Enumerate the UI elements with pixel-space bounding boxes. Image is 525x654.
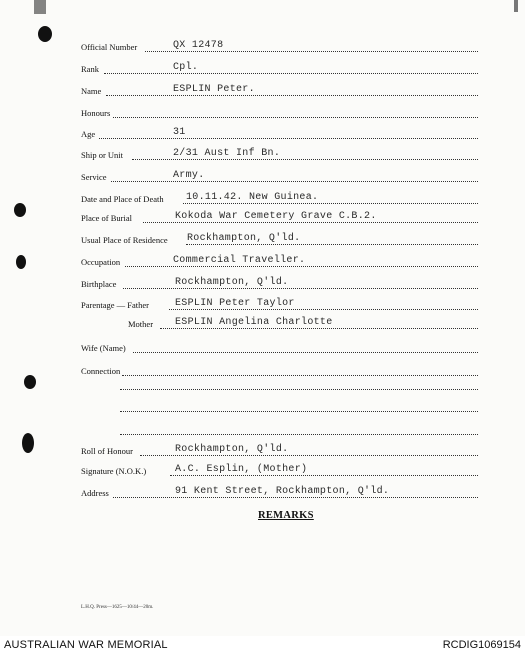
field-value: Army. (173, 170, 205, 181)
field-birthplace (0, 277, 525, 291)
field-label: Address (81, 488, 109, 498)
field-service (0, 170, 525, 184)
printer-imprint: L.H.Q. Press—1625—10/44—20m. (81, 605, 154, 610)
field-occupation (0, 255, 525, 269)
field-line (140, 455, 478, 456)
field-date-place-of-death (0, 192, 525, 206)
field-label: Birthplace (81, 279, 117, 289)
field-label: Rank (81, 64, 99, 74)
field-line (145, 51, 478, 52)
field-rank (0, 62, 525, 76)
field-line (169, 309, 478, 310)
field-line (160, 328, 478, 329)
field-line (113, 117, 478, 118)
field-roll-of-honour (0, 444, 525, 458)
field-label: Usual Place of Residence (81, 235, 168, 245)
field-honours (0, 106, 525, 120)
field-label: Age (81, 129, 96, 139)
field-value: 2/31 Aust Inf Bn. (173, 148, 281, 159)
field-value: Cpl. (173, 62, 199, 73)
connection-line (120, 434, 478, 435)
field-value: 31 (173, 127, 186, 138)
field-label: Date and Place of Death (81, 194, 164, 204)
field-place-of-burial (0, 211, 525, 225)
field-value: A.C. Esplin, (Mother) (175, 464, 308, 475)
field-label: Roll of Honour (81, 446, 133, 456)
field-name (0, 84, 525, 98)
field-line (104, 73, 478, 74)
field-label: Honours (81, 108, 111, 118)
field-age (0, 127, 525, 141)
field-label: Service (81, 172, 107, 182)
connection-line (120, 411, 478, 412)
connection-line (120, 389, 478, 390)
field-official-number (0, 40, 525, 54)
field-line (106, 95, 478, 96)
field-value: Rockhampton, Q'ld. (175, 444, 289, 455)
field-line (133, 352, 478, 353)
field-line (99, 138, 478, 139)
field-label: Connection (81, 366, 121, 376)
field-label: Ship or Unit (81, 150, 124, 160)
field-line (183, 203, 478, 204)
field-line (123, 288, 478, 289)
field-value: Kokoda War Cemetery Grave C.B.2. (175, 211, 377, 222)
field-line (170, 475, 478, 476)
field-value: Rockhampton, Q'ld. (187, 233, 301, 244)
field-usual-residence (0, 233, 525, 247)
field-value: ESPLIN Angelina Charlotte (175, 317, 333, 328)
field-line (143, 222, 478, 223)
field-value: ESPLIN Peter Taylor (175, 298, 295, 309)
field-mother (0, 317, 525, 331)
field-line (111, 181, 478, 182)
field-signature (0, 464, 525, 478)
field-line (186, 244, 478, 245)
field-label: Name (81, 86, 102, 96)
field-value: 10.11.42. New Guinea. (186, 192, 319, 203)
field-address (0, 486, 525, 500)
field-wife (0, 341, 525, 355)
field-line (113, 497, 478, 498)
field-line (125, 266, 478, 267)
field-value: Rockhampton, Q'ld. (175, 277, 289, 288)
field-line (132, 159, 478, 160)
field-value: ESPLIN Peter. (173, 84, 255, 95)
field-label: Occupation (81, 257, 121, 267)
field-label: Mother (128, 319, 154, 329)
footer-institution: AUSTRALIAN WAR MEMORIAL (4, 639, 168, 651)
field-label: Signature (N.O.K.) (81, 466, 147, 476)
field-connection (0, 364, 525, 378)
field-father (0, 298, 525, 312)
field-value: Commercial Traveller. (173, 255, 306, 266)
field-label: Place of Burial (81, 213, 132, 223)
field-label: Official Number (81, 42, 138, 52)
field-ship-or-unit (0, 148, 525, 162)
field-label: Parentage — Father (81, 300, 149, 310)
field-value: 91 Kent Street, Rockhampton, Q'ld. (175, 486, 390, 497)
field-line (122, 375, 478, 376)
scan-mark (514, 0, 518, 12)
remarks-heading: REMARKS (258, 510, 314, 521)
field-value: QX 12478 (173, 40, 224, 51)
field-label: Wife (Name) (81, 343, 126, 353)
scan-mark (34, 0, 46, 14)
footer-record-id: RCDIG1069154 (442, 639, 521, 651)
